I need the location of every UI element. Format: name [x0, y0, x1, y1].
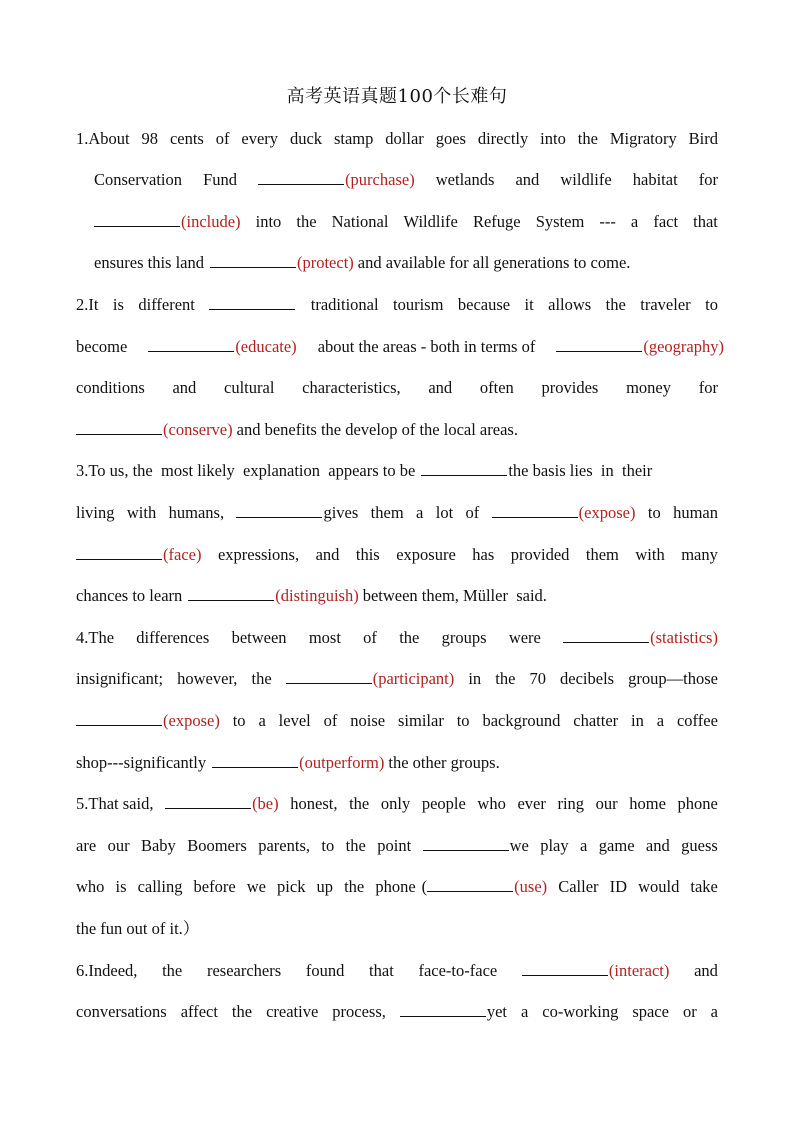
text: Refuge [472, 212, 521, 231]
text: human [673, 503, 718, 522]
fill-blank[interactable] [522, 958, 669, 984]
fill-blank[interactable] [212, 750, 384, 776]
text: to [705, 295, 718, 314]
text: this [355, 545, 380, 564]
text: Bird [688, 129, 718, 148]
q4-line-2 [76, 666, 718, 692]
text: directly [477, 129, 529, 148]
q1-line-1 [76, 126, 718, 152]
text: who [76, 877, 105, 896]
q2-line-1 [76, 292, 718, 318]
text: to [456, 711, 470, 730]
text: level [278, 711, 311, 730]
text: process, [332, 1002, 386, 1021]
q2-line-4 [76, 417, 718, 443]
text: goes [435, 129, 466, 148]
text: the other groups. [388, 753, 500, 772]
fill-blank[interactable] [236, 500, 358, 526]
text: because [457, 295, 511, 314]
text: in [631, 711, 644, 730]
text: found [305, 961, 345, 980]
text: the [296, 212, 317, 231]
text: co-working [542, 1002, 619, 1021]
text: the [251, 669, 272, 688]
q2-line-3 [76, 375, 718, 401]
text: 70 [529, 669, 546, 688]
blank-line[interactable] [76, 418, 162, 435]
blank-line[interactable] [165, 792, 251, 809]
text: dollar [385, 129, 424, 148]
text: home [629, 794, 666, 813]
word-hint: (expose) [578, 503, 636, 522]
word-hint: (participant) [372, 669, 455, 688]
text: to [647, 503, 661, 522]
fill-blank[interactable] [286, 666, 455, 692]
q5-line-4 [76, 916, 718, 942]
text: with [126, 503, 157, 522]
text: guess [681, 836, 718, 855]
blank-line[interactable] [563, 626, 649, 643]
text: shop---significantly [76, 753, 207, 772]
blank-line[interactable] [210, 251, 296, 268]
text: creative [266, 1002, 319, 1021]
text: our [107, 836, 130, 855]
text: the [344, 877, 365, 896]
fill-blank[interactable] [76, 542, 201, 568]
text: 2.It [76, 295, 99, 314]
text: ( [421, 877, 428, 896]
text: and [694, 961, 718, 980]
text: for [698, 170, 718, 189]
q2-line-2 [76, 334, 724, 360]
word-hint: (conserve) [163, 420, 233, 439]
text: that [693, 212, 718, 231]
text: fact [653, 212, 679, 231]
text: decibels [560, 669, 615, 688]
text: often [479, 378, 514, 397]
text: a [630, 212, 639, 231]
text: ID [609, 877, 628, 896]
text: the [495, 669, 516, 688]
text: a [520, 1002, 529, 1021]
text: gives [323, 503, 359, 522]
text: habitat [632, 170, 678, 189]
text: Baby [140, 836, 176, 855]
text: into [540, 129, 566, 148]
text: and [645, 836, 670, 855]
text: of [465, 503, 480, 522]
text: before [193, 877, 236, 896]
text: parents, [258, 836, 310, 855]
text: face-to-face [418, 961, 498, 980]
text: and [428, 378, 453, 397]
blank-line[interactable] [209, 293, 295, 310]
fill-blank[interactable] [148, 334, 296, 360]
q6-line-2 [76, 999, 718, 1025]
text: become [76, 337, 128, 356]
q4-line-4 [76, 750, 718, 776]
text: conversations [76, 1002, 167, 1021]
fill-blank[interactable] [188, 583, 358, 609]
fill-blank[interactable] [258, 167, 415, 193]
text: the [577, 129, 598, 148]
word-hint: (include) [181, 212, 241, 231]
q5-line-1 [76, 791, 718, 817]
text: allows [548, 295, 592, 314]
text: ring [557, 794, 585, 813]
text: of [215, 129, 230, 148]
q4-line-3 [76, 708, 718, 734]
text: is [115, 877, 127, 896]
text: and benefits the develop of the local areas. [236, 420, 518, 439]
text: them [370, 503, 404, 522]
text: the [349, 794, 370, 813]
word-hint: (statistics) [650, 628, 718, 647]
text: ensures this land [94, 253, 204, 272]
text: System [535, 212, 585, 231]
blank-line[interactable] [427, 875, 513, 892]
text: money [626, 378, 671, 397]
text: however, [177, 669, 238, 688]
q1-line-3 [94, 209, 718, 235]
text: chatter [573, 711, 619, 730]
text: the [345, 836, 366, 855]
text: to [321, 836, 335, 855]
text: a [656, 711, 665, 730]
text: honest, [290, 794, 338, 813]
text: into [255, 212, 282, 231]
text: a [580, 836, 588, 855]
text: 3.To us, the most likely explanation appears to be [76, 461, 416, 480]
text: provided [510, 545, 570, 564]
text: the [399, 628, 420, 647]
blank-line[interactable] [94, 210, 180, 227]
fill-blank[interactable] [76, 417, 233, 443]
text: similar [398, 711, 444, 730]
text: --- [599, 212, 616, 231]
text: group—those [628, 669, 718, 688]
text: in [468, 669, 482, 688]
text: up [316, 877, 334, 896]
text: differences [136, 628, 210, 647]
q1-line-4 [94, 250, 718, 276]
text: of [363, 628, 377, 647]
fill-blank [375, 874, 547, 900]
text: cultural [224, 378, 275, 397]
text: to [232, 711, 246, 730]
q5-line-3 [76, 874, 718, 900]
fill-blank[interactable] [210, 250, 354, 276]
text: National [331, 212, 389, 231]
text: phone [677, 794, 718, 813]
blank-line[interactable] [492, 501, 578, 518]
text: between them, Müller said. [362, 586, 547, 605]
text: we [509, 836, 529, 855]
text: groups [441, 628, 487, 647]
text: take [690, 877, 718, 896]
fill-blank[interactable] [556, 334, 724, 360]
text: for [698, 378, 718, 397]
text: cents [169, 129, 204, 148]
text: 6.Indeed, [76, 961, 138, 980]
text: different [138, 295, 195, 314]
q6-line-1 [76, 958, 718, 984]
word-hint: (geography) [643, 337, 724, 356]
text: wildlife [560, 170, 612, 189]
text: chances to learn [76, 586, 183, 605]
q1-line-2 [94, 167, 718, 193]
q3-line-3 [76, 542, 718, 568]
text: Wildlife [403, 212, 458, 231]
text: has [472, 545, 495, 564]
text: researchers [206, 961, 282, 980]
text: expressions, [217, 545, 300, 564]
text: living [76, 503, 115, 522]
text: space [632, 1002, 669, 1021]
text: of [323, 711, 338, 730]
word-hint: (protect) [296, 253, 354, 272]
text: coffee [676, 711, 718, 730]
text: traditional [310, 295, 379, 314]
text: stamp [333, 129, 374, 148]
text: between [231, 628, 287, 647]
text: wetlands [435, 170, 495, 189]
fill-blank[interactable] [492, 500, 636, 526]
text: affect [180, 1002, 218, 1021]
text: the basis lies in their [508, 461, 653, 480]
text: 5.That said, [76, 794, 154, 813]
blank-line[interactable] [148, 335, 234, 352]
word-hint: (expose) [163, 711, 220, 730]
blank-line[interactable] [423, 834, 509, 851]
text: exposure [396, 545, 456, 564]
text: game [598, 836, 635, 855]
text: about the areas - both in terms of [317, 337, 536, 356]
text: would [638, 877, 680, 896]
text: noise [350, 711, 386, 730]
text: characteristics, [302, 378, 401, 397]
text: provides [541, 378, 599, 397]
text: humans, [168, 503, 225, 522]
text: many [681, 545, 718, 564]
text: Boomers [187, 836, 247, 855]
text: the [162, 961, 183, 980]
text: Fund [203, 170, 237, 189]
blank-line[interactable] [212, 751, 298, 768]
word-hint: (purchase) [345, 170, 415, 189]
blank-line[interactable] [556, 335, 642, 352]
text: or [682, 1002, 697, 1021]
text: calling [137, 877, 183, 896]
blank-line[interactable] [76, 543, 162, 560]
q3-line-4 [76, 583, 718, 609]
text: tourism [393, 295, 444, 314]
q3-line-2 [76, 500, 718, 526]
word-hint: (outperform) [299, 753, 385, 772]
text: 4.The [76, 628, 115, 647]
text: we [246, 877, 266, 896]
text: that [369, 961, 394, 980]
word-hint: (use) [514, 877, 548, 896]
fill-blank[interactable] [563, 625, 718, 651]
text: is [112, 295, 124, 314]
text: our [595, 794, 618, 813]
word-hint: (interact) [608, 961, 670, 980]
fill-blank[interactable] [423, 833, 529, 859]
text: and [515, 170, 540, 189]
q4-line-1 [76, 625, 718, 651]
text: are [76, 836, 97, 855]
text: play [540, 836, 569, 855]
text: the [231, 1002, 253, 1021]
text: a [416, 503, 424, 522]
text: who [477, 794, 506, 813]
text: and available for all generations to come. [357, 253, 631, 272]
blank-line[interactable] [421, 459, 507, 476]
blank-line[interactable] [286, 667, 372, 684]
text: background [482, 711, 561, 730]
word-hint: (distinguish) [275, 586, 359, 605]
text: conditions [76, 378, 145, 397]
text: most [308, 628, 341, 647]
word-hint: (face) [163, 545, 202, 564]
text: Caller [558, 877, 599, 896]
word-hint: (be) [252, 794, 279, 813]
text: insignificant; [76, 669, 164, 688]
blank-line[interactable] [258, 168, 344, 185]
blank-line[interactable] [236, 501, 322, 518]
fill-blank[interactable] [94, 209, 241, 235]
text: the [605, 295, 626, 314]
text: the fun out of it.） [76, 919, 200, 938]
fill-blank[interactable] [76, 708, 220, 734]
text: and [315, 545, 340, 564]
text: only [380, 794, 411, 813]
text: Conservation [94, 170, 182, 189]
text: ever [517, 794, 546, 813]
text: and [172, 378, 197, 397]
text: traveler [640, 295, 691, 314]
text: with [635, 545, 665, 564]
text: it [524, 295, 534, 314]
text: were [508, 628, 541, 647]
word-hint: (educate) [235, 337, 297, 356]
text: point [377, 836, 412, 855]
fill-blank[interactable] [165, 791, 279, 817]
fill-blank[interactable] [400, 999, 507, 1025]
page-title: 高考英语真题100个长难句 [286, 86, 508, 107]
text: Migratory [609, 129, 677, 148]
text: phone [375, 877, 416, 896]
q3-line-1 [76, 458, 718, 484]
text: duck [289, 129, 323, 148]
text: them [585, 545, 619, 564]
blank-line[interactable] [188, 584, 274, 601]
text: a [710, 1002, 718, 1021]
text: people [421, 794, 466, 813]
text: 98 [141, 129, 159, 148]
text: pick [277, 877, 306, 896]
blank-line[interactable] [522, 959, 608, 976]
text: yet [486, 1002, 507, 1021]
text: lot [435, 503, 454, 522]
q5-line-2 [76, 833, 718, 859]
blank-line[interactable] [400, 1000, 486, 1017]
text: every [241, 129, 279, 148]
text: a [258, 711, 266, 730]
text: 1.About [76, 129, 130, 148]
blank-line[interactable] [76, 709, 162, 726]
